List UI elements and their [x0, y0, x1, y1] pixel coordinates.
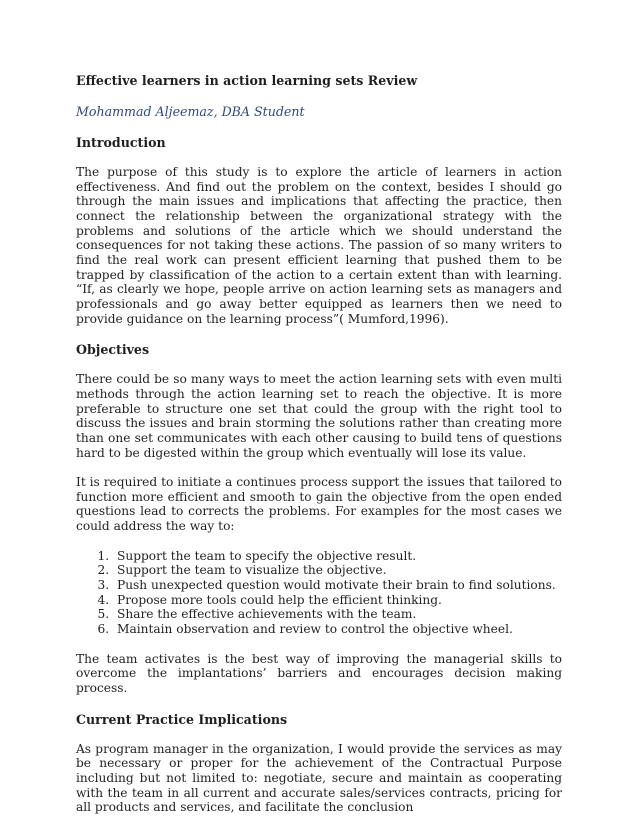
- heading-objectives: Objectives: [76, 342, 150, 358]
- heading-introduction: Introduction: [76, 135, 166, 150]
- list-item: 3. Push unexpected question would motivate their brain to find solutions.: [113, 578, 562, 593]
- objectives-paragraph-1: There could be so many ways to meet the action learning sets with even multi methods through the action learning set to reach the objective. It is more preferable to structure one set that could the group with the right tool to discuss the issues and brain storming the solutions rather than creating more than one set communicates with each other causing to build tens of questions hard to be digested within the group which eventually will lose its value.: [76, 372, 562, 460]
- list-item: 6. Maintain observation and review to control the objective wheel.: [113, 622, 562, 637]
- current-practice-paragraph: As program manager in the organization, I would provide the services as may be necessary or proper for the achievement of the Contractual Purpose including but not limited to: negotiate, secure and maintain as cooperating with the team in all current and accurate sales/services contracts, pricing for all products and services, and facilitate the conclusion: [76, 741, 562, 815]
- introduction-paragraph: The purpose of this study is to explore the article of learners in action effectiveness. And find out the problem on the context, besides I should go through the main issues and implications that affecting the practice, then connect the relationship between the organizational strategy with the problems and solutions of the article which we should understand the consequences for not taking these actions. The passion of so many writers to find the real work can present efficient learning that pushed them to be trapped by classification of the action to a certain extent than with learning. “If, as clearly we hope, people arrive on action learning sets as managers and professionals and go away better equipped as learners then we need to provide guidance on the learning process”( Mumford,1996).: [76, 165, 562, 326]
- list-item: 2. Support the team to visualize the objective.: [113, 563, 562, 578]
- document-author: Mohammad Aljeemaz, DBA Student: [76, 104, 305, 119]
- list-item: 5. Share the effective achievements with the team.: [113, 607, 562, 622]
- list-item: 4. Propose more tools could help the efficient thinking.: [113, 593, 562, 608]
- objectives-list: [76, 549, 562, 637]
- document-title: Effective learners in action learning sets Review: [76, 73, 418, 88]
- heading-current-practice: Current Practice Implications: [76, 711, 288, 727]
- objectives-paragraph-2: It is required to initiate a continues process support the issues that tailored to function more efficient and smooth to gain the objective from the open ended questions lead to corrects the problems. For examples for the most cases we could address the way to:: [76, 475, 562, 534]
- document-page: [76, 72, 562, 830]
- list-item: 1. Support the team to specify the objective result.: [113, 549, 562, 564]
- objectives-paragraph-3: The team activates is the best way of improving the managerial skills to overcome the implantations’ barriers and encourages decision making process.: [76, 651, 562, 696]
